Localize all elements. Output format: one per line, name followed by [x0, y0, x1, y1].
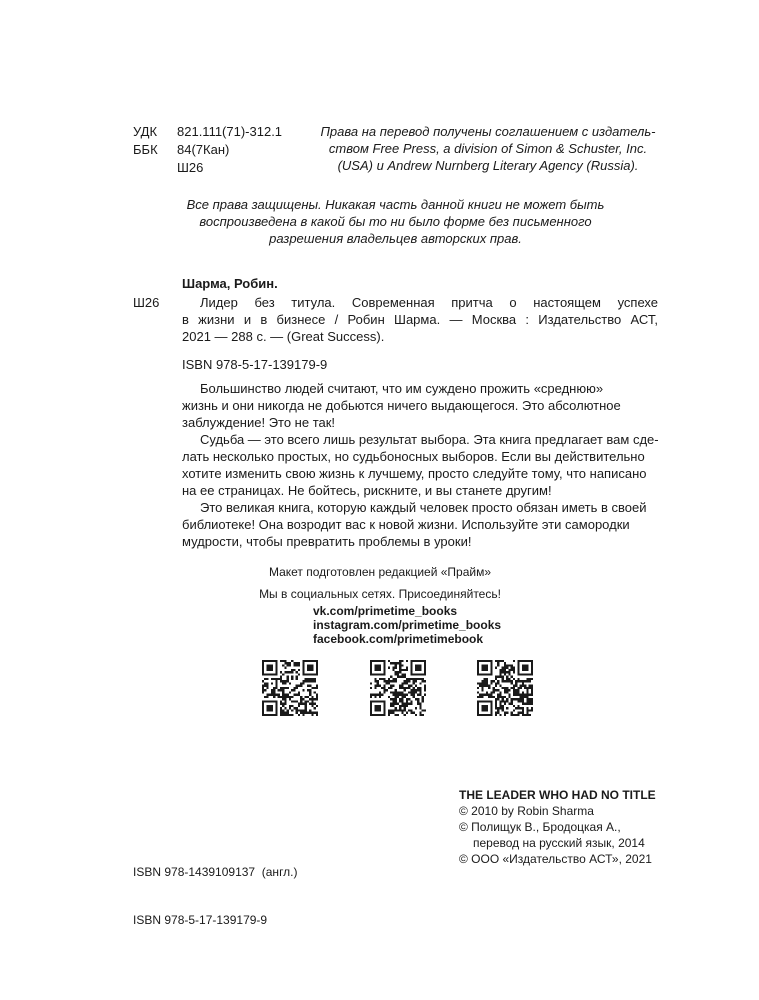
annotation-line: Судьба — это всего лишь результат выбора. Эта книга предлагает вам сде- — [200, 432, 659, 447]
copyright-line: перевод на русский язык, 2014 — [473, 836, 645, 850]
vk-link[interactable]: vk.com/primetime_books — [313, 604, 458, 618]
catalog-description-line: Лидер без титула. Современная притча о настоящем успехе — [200, 295, 658, 310]
copyright-line: © ООО «Издательство АСТ», 2021 — [459, 852, 652, 866]
copyright-line: © 2010 by Robin Sharma — [459, 804, 594, 818]
facebook-link[interactable]: facebook.com/primetimebook — [313, 632, 484, 646]
social-links — [313, 604, 501, 646]
rights-reserved-line: воспроизведена в какой бы то ни было форме без письменного — [199, 214, 592, 229]
bbk-label: ББК — [133, 142, 158, 157]
isbn-list — [133, 832, 298, 944]
catalog-description-line: 2021 — 288 с. — (Great Success). — [182, 329, 385, 344]
all-rights-reserved — [133, 196, 658, 247]
annotation-paragraph — [182, 380, 658, 431]
author-mark: Ш26 — [177, 160, 204, 175]
original-title: THE LEADER WHO HAD NO TITLE — [459, 788, 656, 802]
instagram-qr-code-icon[interactable] — [370, 660, 426, 716]
rights-note-line: Права на перевод получены соглашением с издатель- — [320, 124, 656, 139]
bbk-value: 84(7Кан) — [177, 142, 230, 157]
catalog-mark: Ш26 — [133, 295, 160, 310]
annotation-line: лать несколько простых, но судьбоносных выборов. Если вы действительно — [182, 449, 645, 464]
rights-reserved-line: Все права защищены. Никакая часть данной книги не может быть — [186, 197, 605, 212]
social-call: Мы в социальных сетях. Присоединяйтесь! — [259, 587, 501, 601]
rights-note — [318, 123, 658, 174]
annotation-line: заблуждение! Это не так! — [182, 415, 336, 430]
annotation-paragraph — [182, 431, 658, 499]
udk-value: 821.111(71)-312.1 — [177, 124, 283, 139]
copyright-lines — [459, 803, 652, 867]
udk-label: УДК — [133, 124, 158, 139]
catalog-description-line: в жизни и в бизнесе / Робин Шарма. — Москва : Издательство АСТ, — [182, 312, 658, 327]
annotation-line: жизнь и они никогда не добьются ничего выдающегося. Это абсолютное — [182, 398, 621, 413]
rights-note-line: (USA) и Andrew Nurnberg Literary Agency (Russia). — [337, 158, 639, 173]
catalog-description — [182, 294, 658, 345]
annotation-line: Большинство людей считают, что им суждено прожить «среднюю» — [200, 381, 604, 396]
catalog-isbn: ISBN 978-5-17-139179-9 — [182, 357, 328, 372]
vk-qr-code-icon[interactable] — [262, 660, 318, 716]
copyright-line: © Полищук В., Бродоцкая А., — [459, 820, 621, 834]
annotation — [182, 380, 658, 550]
isbn-russian: ISBN 978-5-17-139179-9 — [133, 913, 268, 927]
annotation-line: на ее страницах. Не бойтесь, рискните, и вы станете другим! — [182, 483, 552, 498]
catalog-author: Шарма, Робин. — [182, 276, 278, 291]
facebook-qr-code-icon[interactable] — [477, 660, 533, 716]
annotation-line: библиотеке! Она возродит вас к новой жизни. Используйте эти самородки — [182, 517, 630, 532]
annotation-line: хотите изменить свою жизнь к лучшему, просто следуйте тому, что написано — [182, 466, 647, 481]
isbn-english: ISBN 978-1439109137 (англ.) — [133, 865, 298, 879]
rights-note-line: ством Free Press, a division of Simon & Schuster, Inc. — [328, 141, 648, 156]
annotation-line: мудрости, чтобы превратить проблемы в уроки! — [182, 534, 472, 549]
instagram-link[interactable]: instagram.com/primetime_books — [313, 618, 502, 632]
layout-credit: Макет подготовлен редакцией «Прайм» — [268, 565, 492, 579]
rights-reserved-line: разрешения владельцев авторских прав. — [269, 231, 522, 246]
annotation-line: Это великая книга, которую каждый человек просто обязан иметь в своей — [200, 500, 647, 515]
annotation-paragraph — [182, 499, 658, 550]
